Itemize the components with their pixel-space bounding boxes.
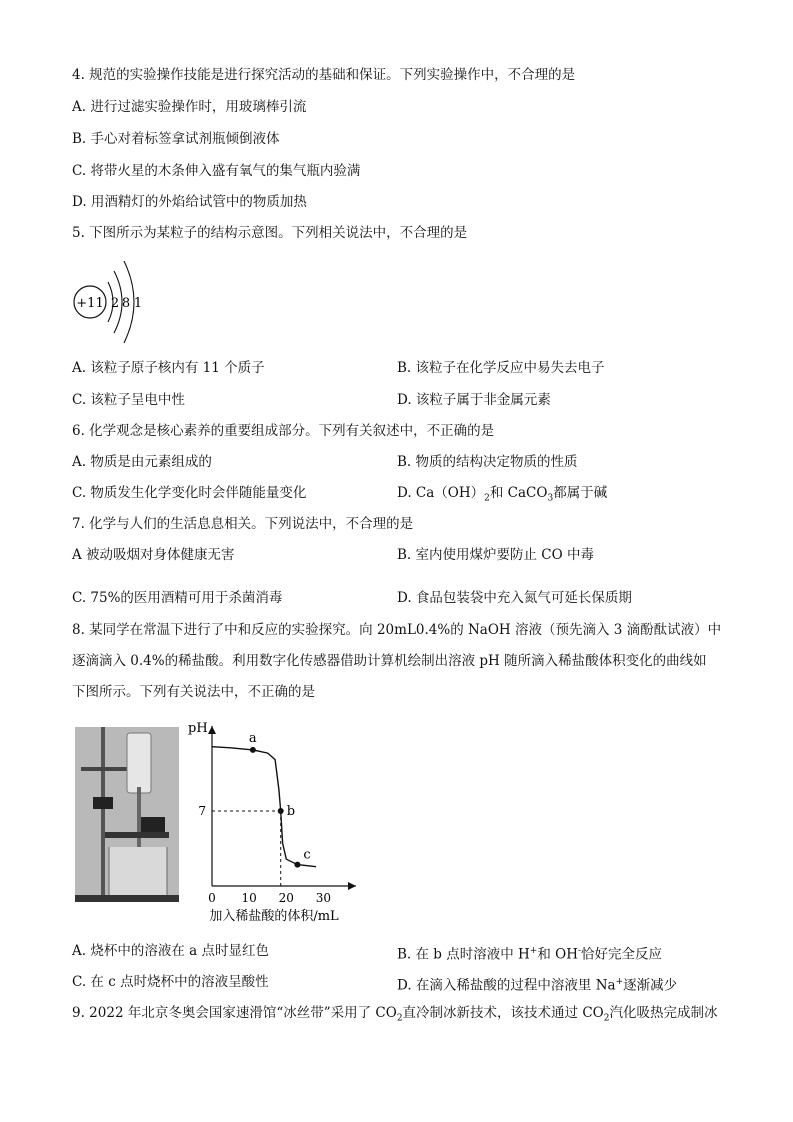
y-axis-label: pH: [188, 721, 208, 736]
q7-option-b: B. 室内使用煤炉要防止 CO 中毒: [397, 547, 594, 563]
q6-stem: 6. 化学观念是核心素养的重要组成部分。下列有关叙述中，不正确的是: [72, 423, 495, 439]
point-c: [294, 862, 300, 868]
q6-option-b: B. 物质的结构决定物质的性质: [397, 454, 578, 470]
q4-stem: 4. 规范的实验操作技能是进行探究活动的基础和保证。下列实验操作中，不合理的是: [72, 67, 576, 83]
ph-curve: [212, 747, 316, 867]
shell-2-electrons: 8: [121, 296, 131, 311]
x-axis-label: 加入稀盐酸的体积/mL: [209, 909, 339, 924]
apparatus-illustration: [75, 727, 179, 902]
point-label-a: a: [248, 730, 257, 746]
ph-chart: [186, 716, 376, 926]
x-tick-label-2: 20: [278, 891, 294, 905]
q7-option-d: D. 食品包装袋中充入氮气可延长保质期: [397, 590, 632, 606]
q6-option-d: D. $Ca(OH)_2$和 CaCO$_3$都属于碱: [397, 485, 608, 504]
y-axis-arrow: [208, 726, 216, 734]
point-a: [250, 747, 256, 753]
q5-option-d: D. 该粒子属于非金属元素: [397, 392, 551, 408]
q4-option-d: D. 用酒精灯的外焰给试管中的物质加热: [72, 194, 307, 210]
x-tick-label-0: 0: [208, 891, 216, 905]
q9-stem: 9. 2022 年北京冬奥会国家速滑馆“冰丝带”采用了 $CO_2$直冷制冰新技术，该技术通过 $CO_2$汽化吸热完成制冰: [72, 1005, 718, 1024]
q8-option-b: B. 在 b 点时溶液中 H+和 OH-恰好完全反应: [397, 946, 663, 963]
shell-1-electrons: 2: [110, 296, 120, 311]
x-axis-arrow: [348, 882, 356, 890]
q8-stem-line-2: 逐滴滴入 0.4%的稀盐酸。利用数字化传感器借助计算机绘制出溶液 pH 随所滴入稀盐酸体积变化的曲线如: [72, 653, 707, 669]
q8-stem-line-3: 下图所示。下列有关说法中，不正确的是: [72, 684, 315, 700]
q8-option-c: C. 在 c 点时烧杯中的溶液呈酸性: [72, 974, 269, 990]
q5-option-a: A. 该粒子原子核内有 11 个质子: [72, 360, 265, 376]
shell-3-electrons: 1: [133, 296, 143, 311]
y-tick-label-0: 7: [198, 804, 206, 818]
q8-option-a: A. 烧杯中的溶液在 a 点时显红色: [72, 943, 269, 959]
apparatus-photo: [75, 727, 179, 902]
q5-option-b: B. 该粒子在化学反应中易失去电子: [397, 360, 605, 376]
q5-option-c: C. 该粒子呈电中性: [72, 392, 185, 408]
q6-option-c: C. 物质发生化学变化时会伴随能量变化: [72, 485, 307, 501]
x-tick-label-1: 10: [241, 891, 257, 905]
q4-option-a: A. 进行过滤实验操作时，用玻璃棒引流: [72, 99, 307, 115]
q4-option-b: B. 手心对着标签拿试剂瓶倾倒液体: [72, 131, 280, 147]
q7-stem: 7. 化学与人们的生活息息相关。下列说法中，不合理的是: [72, 516, 414, 532]
point-label-b: b: [286, 804, 296, 819]
chart-marks: [212, 731, 316, 886]
q8-option-d: D. 在滴入稀盐酸的过程中溶液里 Na+逐渐减少: [397, 977, 678, 994]
q6-option-a: A. 物质是由元素组成的: [72, 454, 212, 470]
q7-option-a: A 被动吸烟对身体健康无害: [72, 547, 235, 563]
q7-option-c: C. 75%的医用酒精可用于杀菌消毒: [72, 590, 283, 606]
point-b: [278, 808, 284, 814]
point-label-c: c: [303, 847, 311, 863]
q8-stem-line-1: 8. 某同学在常温下进行了中和反应的实验探究。向 20mL0.4%的 NaOH 溶液（预先滴入 3 滴酚酞试液）中: [72, 622, 722, 638]
q4-option-c: C. 将带火星的木条伸入盛有氧气的集气瓶内验满: [72, 163, 361, 179]
x-tick-label-3: 30: [315, 891, 332, 905]
q5-stem: 5. 下图所示为某粒子的结构示意图。下列相关说法中，不合理的是: [72, 225, 468, 241]
nucleus-charge: +11: [76, 296, 104, 311]
chart-axes: [198, 726, 356, 905]
atom-structure-diagram: [70, 255, 160, 350]
